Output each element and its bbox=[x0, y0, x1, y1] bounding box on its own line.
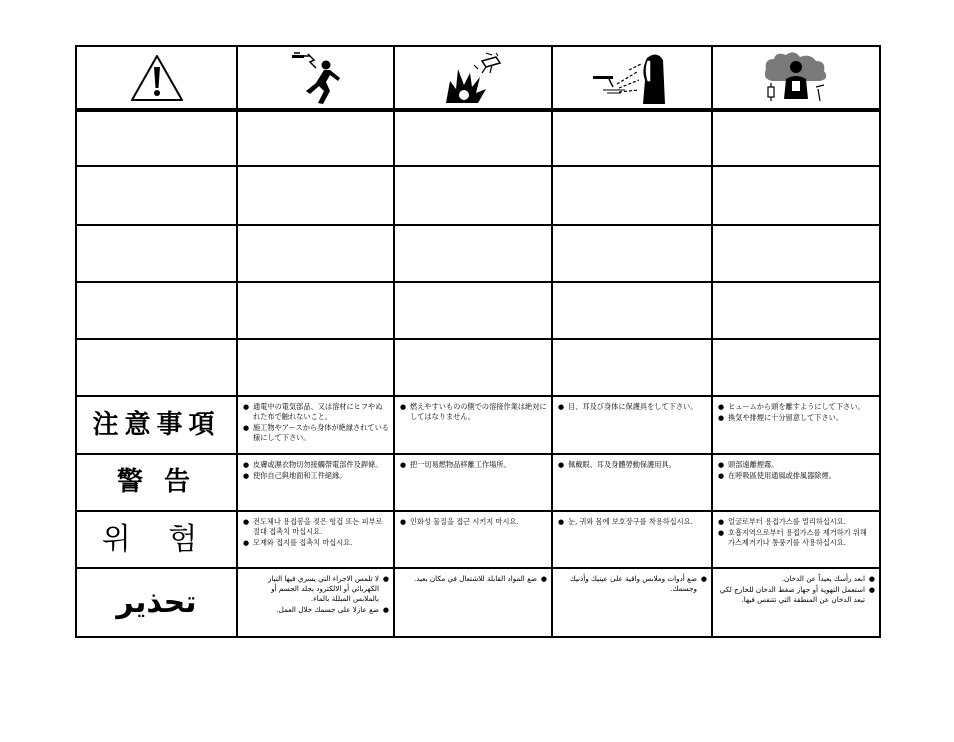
warning-cell bbox=[552, 568, 712, 637]
warning-cell bbox=[394, 454, 552, 511]
warning-bullet: ● 通電中の電気部品、又は溶材にヒフやぬれた布で触れないこと。 bbox=[243, 402, 389, 422]
warning-cell bbox=[237, 568, 394, 637]
language-label-cell bbox=[76, 568, 237, 637]
warning-bullet: ● 얼굴로부터 용접가스를 멀리하십시요. bbox=[718, 517, 875, 527]
warning-cell bbox=[237, 511, 394, 568]
caution-triangle-icon bbox=[129, 53, 185, 103]
language-label-cell bbox=[76, 454, 237, 511]
blank-row bbox=[76, 166, 880, 225]
warning-bullet: ● 皮膚或濕衣物切勿接觸帶電部件及銲條。 bbox=[243, 460, 389, 470]
warning-bullet: ● استعمل التهوية أو جهاز ضغط الدخان للخارج لكي تبعد الدخان عن المنطقة التي تتنفس فيها. bbox=[718, 585, 875, 605]
warning-cell bbox=[394, 396, 552, 453]
warning-bullet: ● ابعد رأسك بعيداً عن الدخان. bbox=[718, 574, 875, 584]
warning-cell bbox=[237, 454, 394, 511]
safety-warning-table bbox=[75, 45, 881, 638]
warning-bullet: ● 燃えやすいものの側での溶接作業は絶対にしてはなりません。 bbox=[400, 402, 547, 422]
warning-bullet: ● 在呼吸區使用通風或排風器除煙。 bbox=[718, 471, 875, 481]
icon-cell bbox=[394, 46, 552, 110]
language-label-cell bbox=[76, 511, 237, 568]
warning-bullet: ● لا تلمس الاجزاء التي يسري فيها التيار الكهربائي أو الالكترود بجلد الجسم أو بالملابس المبللة بالماء. bbox=[243, 574, 389, 604]
blank-row bbox=[76, 225, 880, 282]
japanese-label: 注意事項 bbox=[92, 409, 221, 440]
warning-bullet: ● ضع المواد القابلة للاشتعال في مكان بعيد. bbox=[400, 574, 547, 584]
icon-cell bbox=[237, 46, 394, 110]
warning-cell bbox=[552, 511, 712, 568]
arc-rays-face-shield-icon bbox=[589, 50, 675, 106]
electric-shock-icon bbox=[286, 51, 346, 105]
warning-cell bbox=[552, 396, 712, 453]
warning-cell bbox=[237, 396, 394, 453]
warning-cell bbox=[712, 396, 880, 453]
warning-bullet: ● 전도체나 용접봉을 젖은 헝겁 또는 피부로 절대 접촉치 마십시요. bbox=[243, 517, 389, 537]
arabic-label: تحذير bbox=[116, 584, 197, 620]
warning-bullet: ● 佩戴眼、耳及身體勞動保護用具。 bbox=[558, 460, 707, 470]
warning-cell bbox=[712, 511, 880, 568]
fire-explosion-icon bbox=[442, 51, 504, 105]
warning-bullet: ● 호흡지역으로부터 용접가스를 제거하기 위해 가스제거기나 통풍기를 사용하십시요. bbox=[718, 528, 875, 548]
warning-bullet: ● ضع عازلا على جسمك خلال العمل. bbox=[243, 605, 389, 615]
warning-cell bbox=[712, 454, 880, 511]
chinese-label: 警 告 bbox=[116, 466, 197, 497]
warning-bullet: ● 目、耳及び身体に保護具をして下さい。 bbox=[558, 402, 707, 412]
korean-label: 위 험 bbox=[101, 521, 212, 557]
warning-bullet: ● 頭部遠離煙霧。 bbox=[718, 460, 875, 470]
warning-bullet: ● 施工物やアースから身体が絶縁されている様にして下さい。 bbox=[243, 423, 389, 443]
icon-cell bbox=[552, 46, 712, 110]
warning-cell bbox=[394, 568, 552, 637]
chinese-row bbox=[76, 454, 880, 511]
warning-cell bbox=[552, 454, 712, 511]
fumes-gases-icon bbox=[760, 51, 832, 105]
warning-cell bbox=[712, 568, 880, 637]
arabic-row bbox=[76, 568, 880, 637]
warning-bullet: ● ヒュームから頭を離すようにして下さい。 bbox=[718, 402, 875, 412]
warning-bullet: ● 모재와 접지를 접촉치 마십시요. bbox=[243, 538, 389, 548]
language-label-cell bbox=[76, 396, 237, 453]
blank-row bbox=[76, 339, 880, 396]
warning-bullet: ● 使你自己與地面和工件絕緣。 bbox=[243, 471, 389, 481]
blank-row bbox=[76, 110, 880, 166]
blank-row bbox=[76, 282, 880, 339]
icon-cell bbox=[712, 46, 880, 110]
icon-row bbox=[76, 46, 880, 110]
icon-cell bbox=[76, 46, 237, 110]
japanese-row bbox=[76, 396, 880, 453]
warning-bullet: ● 換気や排煙に十分留意して下さい。 bbox=[718, 413, 875, 423]
warning-bullet: ● 把一切易燃物品移離工作場所。 bbox=[400, 460, 547, 470]
warning-bullet: ● 눈, 귀와 몸에 보호장구를 착용하십시요. bbox=[558, 517, 707, 527]
warning-bullet: ● 인화성 물질을 접근 시키지 마시요. bbox=[400, 517, 547, 527]
korean-row bbox=[76, 511, 880, 568]
warning-bullet: ● ضع أدوات وملابس واقية على عينيك وأذنيك وجسمك. bbox=[558, 574, 707, 594]
warning-cell bbox=[394, 511, 552, 568]
